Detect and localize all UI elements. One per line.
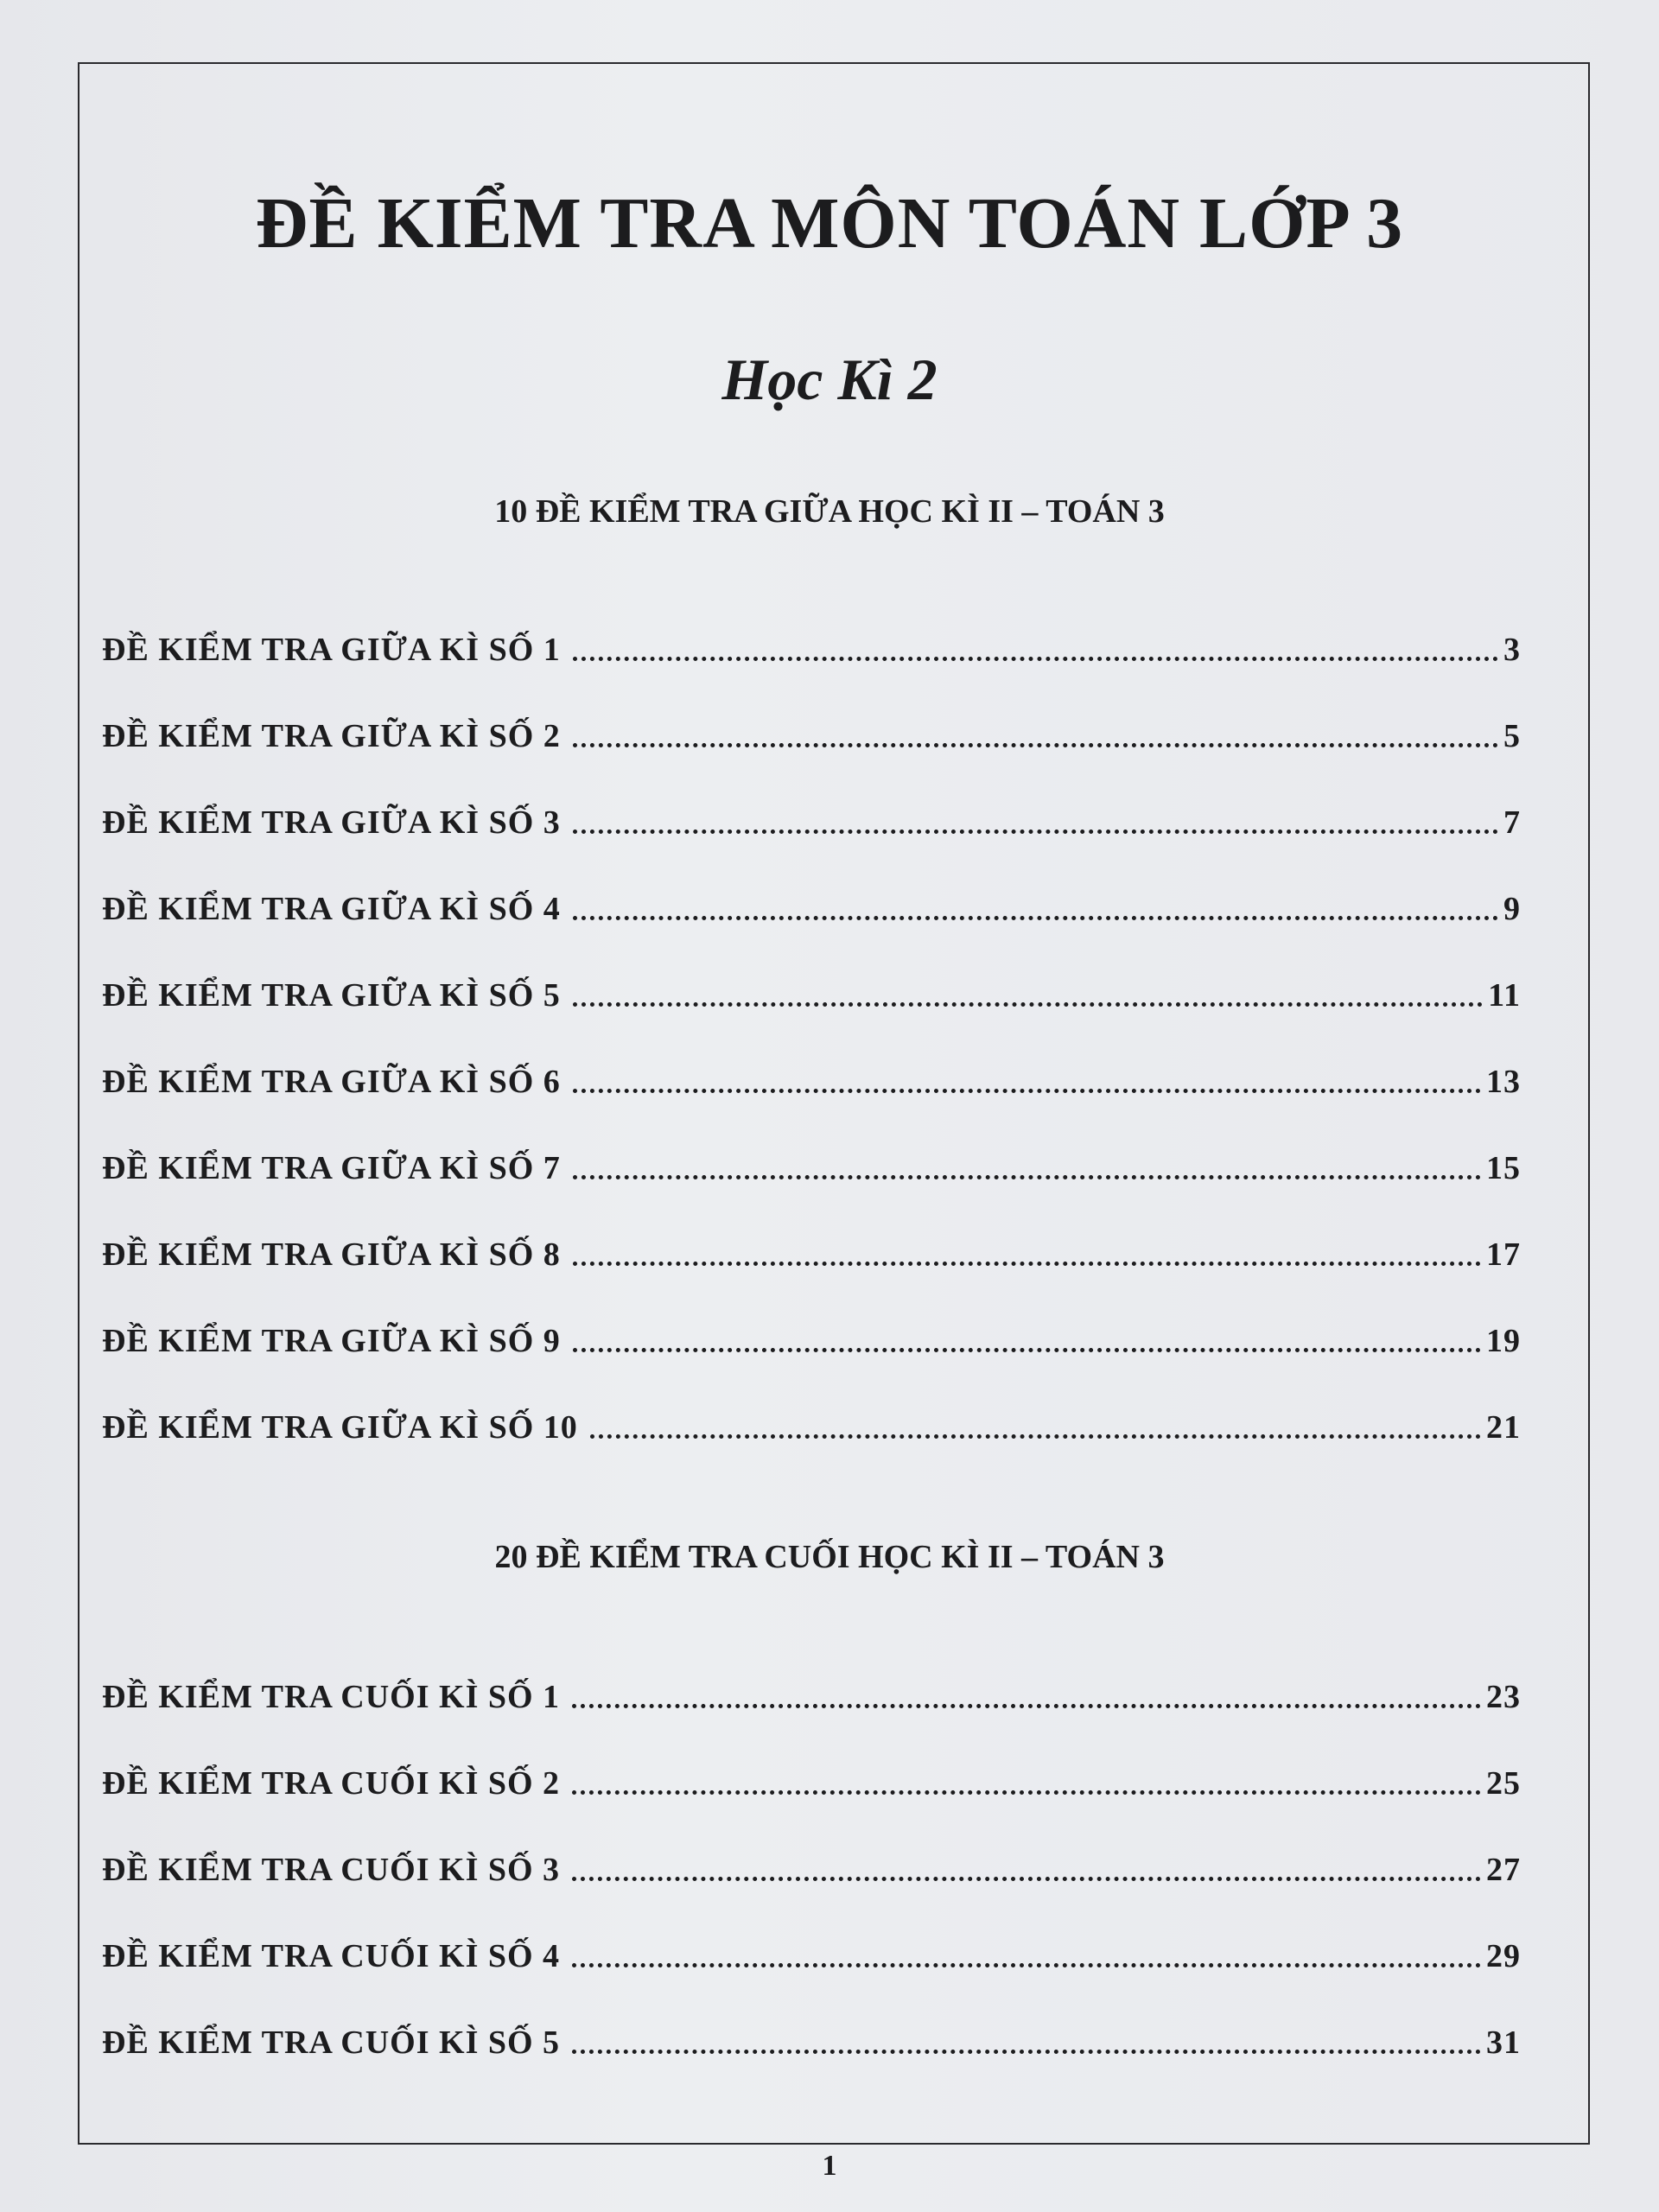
toc-entry-label: ĐỀ KIỂM TRA GIỮA KÌ SỐ 1 (102, 632, 561, 668)
toc-entry-label: ĐỀ KIỂM TRA GIỮA KÌ SỐ 10 (102, 1409, 578, 1446)
toc-entry-label: ĐỀ KIỂM TRA GIỮA KÌ SỐ 7 (102, 1150, 561, 1186)
toc-leader-dots (572, 1790, 1481, 1795)
toc-entry-page: 21 (1486, 1409, 1521, 1446)
toc-entry-page: 23 (1486, 1679, 1521, 1715)
toc-entry[interactable] (102, 620, 1521, 669)
toc-entry-label: ĐỀ KIỂM TRA GIỮA KÌ SỐ 8 (102, 1236, 561, 1273)
toc-entry-page: 9 (1503, 891, 1521, 927)
toc-entry-label: ĐỀ KIỂM TRA GIỮA KÌ SỐ 6 (102, 1064, 561, 1100)
toc-leader-dots (572, 2050, 1481, 2054)
toc-entry-label: ĐỀ KIỂM TRA GIỮA KÌ SỐ 2 (102, 718, 561, 754)
toc-entry-page: 31 (1486, 2024, 1521, 2061)
toc-entry[interactable] (102, 1398, 1521, 1446)
toc-leader-dots (573, 743, 1498, 747)
toc-leader-dots (572, 1963, 1481, 1967)
toc-entry[interactable] (102, 1312, 1521, 1360)
toc-entry[interactable] (102, 2013, 1521, 2062)
toc-leader-dots (572, 1877, 1481, 1881)
toc-entry-page: 13 (1486, 1064, 1521, 1100)
toc-leader-dots (590, 1434, 1481, 1439)
toc-entry-label: ĐỀ KIỂM TRA GIỮA KÌ SỐ 5 (102, 977, 561, 1014)
toc-entry-page: 27 (1486, 1852, 1521, 1888)
toc-entry[interactable] (102, 1840, 1521, 1889)
toc-leader-dots (573, 916, 1498, 920)
toc-entry-label: ĐỀ KIỂM TRA GIỮA KÌ SỐ 4 (102, 891, 561, 927)
toc-entry-label: ĐỀ KIỂM TRA GIỮA KÌ SỐ 3 (102, 804, 561, 841)
toc-entry[interactable] (102, 1052, 1521, 1101)
toc-leader-dots (573, 1002, 1483, 1007)
toc-entry-label: ĐỀ KIỂM TRA CUỐI KÌ SỐ 5 (102, 2024, 561, 2061)
toc-entry[interactable] (102, 1754, 1521, 1802)
toc-entry-label: ĐỀ KIỂM TRA GIỮA KÌ SỐ 9 (102, 1323, 561, 1359)
toc-entry[interactable] (102, 1139, 1521, 1187)
toc-leader-dots (573, 657, 1498, 661)
toc-leader-dots (572, 1704, 1481, 1708)
toc-leader-dots (573, 1262, 1481, 1266)
toc-entry-page: 7 (1503, 804, 1521, 841)
toc-leader-dots (573, 1089, 1481, 1093)
toc-leader-dots (573, 830, 1498, 834)
toc-entry-page: 15 (1486, 1150, 1521, 1186)
section-heading-final: 20 ĐỀ KIỂM TRA CUỐI HỌC KÌ II – TOÁN 3 (494, 1539, 1165, 1575)
toc-entry-page: 11 (1488, 977, 1521, 1014)
toc-leader-dots (573, 1175, 1481, 1179)
toc-entry-page: 19 (1486, 1323, 1521, 1359)
toc-entry-page: 29 (1486, 1938, 1521, 1974)
toc-entry-page: 25 (1486, 1765, 1521, 1802)
toc-entry[interactable] (102, 793, 1521, 842)
toc-entry-label: ĐỀ KIỂM TRA CUỐI KÌ SỐ 3 (102, 1852, 561, 1888)
toc-entry[interactable] (102, 1225, 1521, 1274)
toc-entry-page: 17 (1486, 1236, 1521, 1273)
page-number: 1 (822, 2150, 837, 2182)
toc-entry[interactable] (102, 966, 1521, 1014)
toc-entry[interactable] (102, 880, 1521, 928)
toc-entry-label: ĐỀ KIỂM TRA CUỐI KÌ SỐ 2 (102, 1765, 561, 1802)
toc-entry-page: 5 (1503, 718, 1521, 754)
toc-entry-label: ĐỀ KIỂM TRA CUỐI KÌ SỐ 1 (102, 1679, 561, 1715)
document-subtitle: Học Kì 2 (721, 346, 938, 412)
document-title: ĐỀ KIỂM TRA MÔN TOÁN LỚP 3 (255, 183, 1404, 264)
toc-entry-page: 3 (1503, 632, 1521, 668)
section-heading-midterm: 10 ĐỀ KIỂM TRA GIỮA HỌC KÌ II – TOÁN 3 (494, 493, 1165, 530)
toc-entry[interactable] (102, 1927, 1521, 1975)
toc-entry-label: ĐỀ KIỂM TRA CUỐI KÌ SỐ 4 (102, 1938, 561, 1974)
toc-entry[interactable] (102, 707, 1521, 755)
toc-entry[interactable] (102, 1668, 1521, 1716)
toc-leader-dots (573, 1348, 1481, 1352)
